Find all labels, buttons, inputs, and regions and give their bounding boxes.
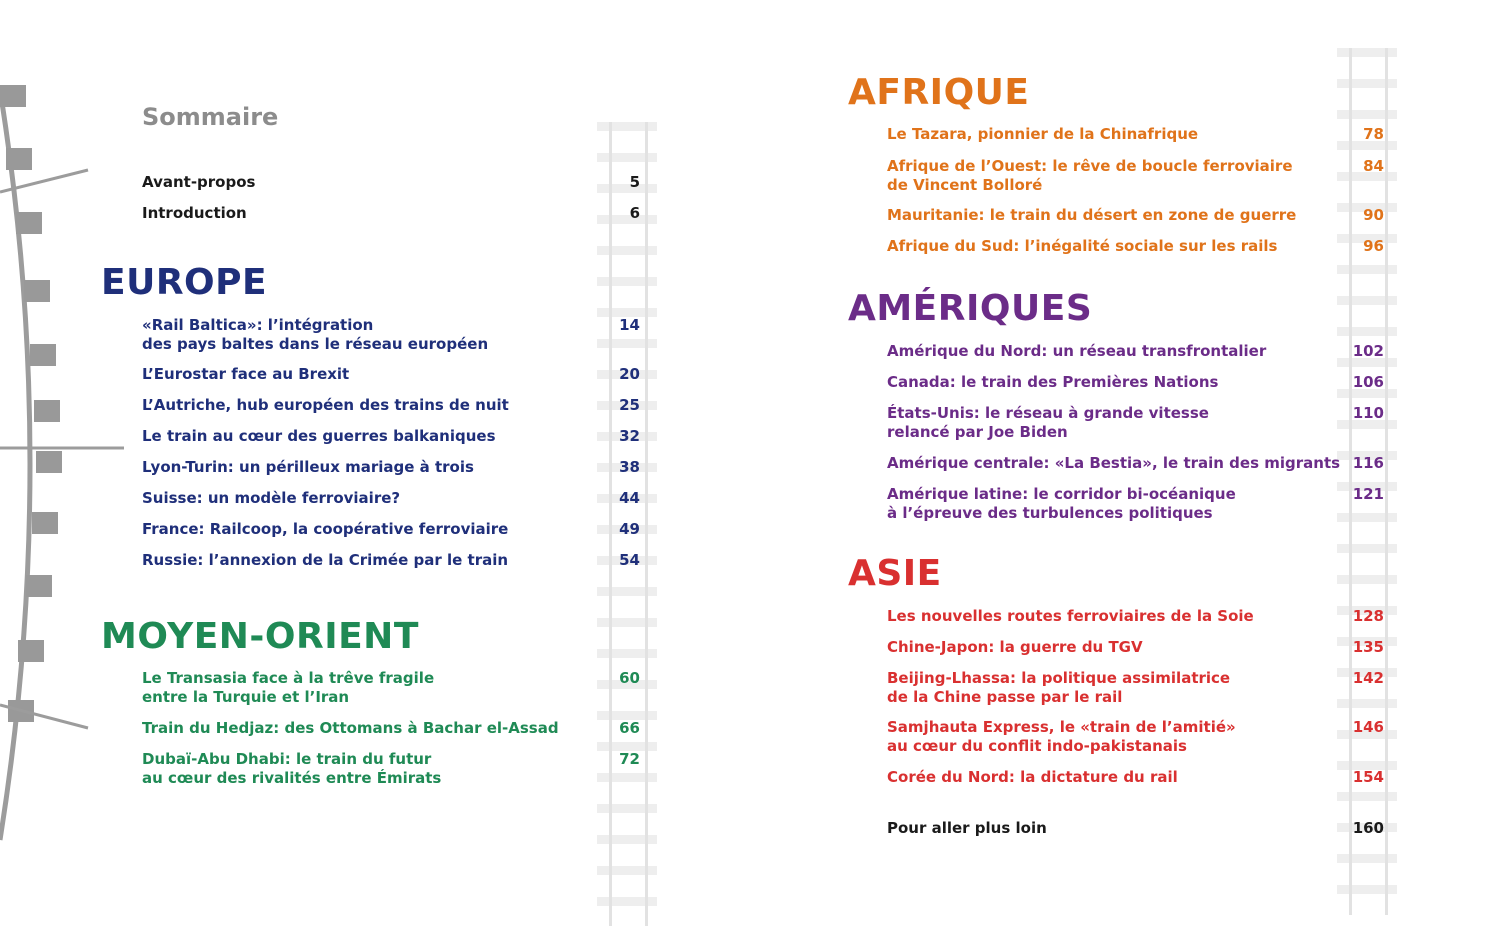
toc-entry[interactable]: [142, 489, 400, 508]
toc-entry-title-line: au cœur du conflit indo-pakistanais: [887, 737, 1187, 755]
toc-entry-title-line: Introduction: [142, 204, 247, 222]
toc-entry-title-line: Mauritanie: le train du désert en zone de guerre: [887, 206, 1297, 224]
toc-entry-title-line: Chine-Japon: la guerre du TGV: [887, 638, 1143, 656]
toc-entry[interactable]: [887, 669, 1230, 707]
toc-page-number: 6: [629, 204, 640, 222]
curved-track-sleeper: [24, 280, 50, 302]
toc-page-number: 90: [1363, 206, 1384, 224]
toc-entry-title-line: au cœur des rivalités entre Émirats: [142, 769, 442, 787]
toc-entry-title-line: Amérique latine: le corridor bi-océanique: [887, 485, 1236, 503]
toc-page-number: 54: [619, 551, 640, 569]
sommaire-title: Sommaire: [142, 103, 279, 131]
toc-entry[interactable]: [142, 551, 508, 570]
toc-page-number: 20: [619, 365, 640, 383]
curved-rail-outer: [0, 90, 30, 840]
curved-track-sleeper: [6, 148, 32, 170]
curved-track-sleeper: [36, 451, 62, 473]
toc-entry[interactable]: [142, 458, 474, 477]
toc-entry-title-line: Russie: l’annexion de la Crimée par le train: [142, 551, 509, 569]
toc-entry-title-line: Train du Hedjaz: des Ottomans à Bachar el-Assad: [142, 719, 559, 737]
curved-track-sleeper: [16, 212, 42, 234]
toc-entry[interactable]: [887, 607, 1254, 626]
toc-page-number: 14: [619, 316, 640, 334]
section-heading-ameriques: AMÉRIQUES: [848, 288, 1093, 329]
toc-entry-title-line: Corée du Nord: la dictature du rail: [887, 768, 1178, 786]
toc-entry-title-line: Le Tazara, pionnier de la Chinafrique: [887, 125, 1199, 143]
toc-page-number: 102: [1352, 342, 1384, 360]
section-heading-asie: ASIE: [848, 553, 942, 594]
toc-entry[interactable]: [142, 750, 441, 788]
toc-entry[interactable]: [142, 427, 496, 446]
section-heading-europe: EUROPE: [101, 262, 268, 303]
toc-entry-title-line: Lyon-Turin: un périlleux mariage à trois: [142, 458, 474, 476]
toc-entry[interactable]: [887, 342, 1266, 361]
toc-entry-title-line: Le train au cœur des guerres balkaniques: [142, 427, 496, 445]
toc-page-number: 146: [1352, 718, 1384, 736]
toc-page-number: 49: [619, 520, 640, 538]
toc-entry-title-line: «Rail Baltica»: l’intégration: [142, 316, 374, 334]
track-left-rail: [645, 122, 648, 926]
toc-entry[interactable]: [142, 204, 247, 223]
toc-entry[interactable]: [142, 520, 508, 539]
toc-entry[interactable]: [887, 373, 1218, 392]
toc-entry[interactable]: [142, 396, 509, 415]
curved-track-sleeper: [34, 400, 60, 422]
toc-entry-title-line: Amérique centrale: «La Bestia», le train des migrants: [887, 454, 1341, 472]
toc-entry-title-line: L’Eurostar face au Brexit: [142, 365, 350, 383]
toc-entry-title-line: Samjhauta Express, le «train de l’amitié»: [887, 718, 1236, 736]
toc-entry[interactable]: [887, 125, 1198, 144]
toc-entry-title-line: de Vincent Bolloré: [887, 176, 1043, 194]
toc-page-number: 154: [1352, 768, 1384, 786]
toc-page-number: 38: [619, 458, 640, 476]
toc-page-number: 32: [619, 427, 640, 445]
toc-entry-title-line: Afrique de l’Ouest: le rêve de boucle ferroviaire: [887, 157, 1293, 175]
toc-page-number: 60: [619, 669, 640, 687]
section-heading-afrique: AFRIQUE: [848, 72, 1030, 113]
curved-track-sleeper: [30, 344, 56, 366]
toc-entry-title-line: France: Railcoop, la coopérative ferroviaire: [142, 520, 509, 538]
toc-page-number: 78: [1363, 125, 1384, 143]
toc-entry[interactable]: [142, 669, 434, 707]
toc-page-number: 116: [1352, 454, 1384, 472]
curved-track-sleeper: [26, 575, 52, 597]
toc-page-number: 84: [1363, 157, 1384, 175]
toc-entry-title-line: de la Chine passe par le rail: [887, 688, 1123, 706]
toc-entry-title-line: Canada: le train des Premières Nations: [887, 373, 1219, 391]
toc-entry[interactable]: [887, 206, 1296, 225]
curved-track-sleeper: [0, 85, 26, 107]
toc-entry-title-line: des pays baltes dans le réseau européen: [142, 335, 489, 353]
toc-entry[interactable]: [887, 157, 1293, 195]
toc-page-number: 160: [1352, 819, 1384, 837]
toc-page-number: 25: [619, 396, 640, 414]
toc-page-number: 142: [1352, 669, 1384, 687]
toc-entry-title-line: relancé par Joe Biden: [887, 423, 1068, 441]
curved-track-sleeper: [18, 640, 44, 662]
toc-entry-title-line: Pour aller plus loin: [887, 819, 1047, 837]
toc-entry-title-line: Afrique du Sud: l’inégalité sociale sur les rails: [887, 237, 1278, 255]
toc-entry[interactable]: [887, 768, 1178, 787]
toc-entry[interactable]: [142, 316, 488, 354]
toc-entry[interactable]: [887, 454, 1340, 473]
toc-entry-title-line: Amérique du Nord: un réseau transfrontalier: [887, 342, 1267, 360]
toc-entry-title-line: Le Transasia face à la trêve fragile: [142, 669, 435, 687]
toc-entry[interactable]: [887, 404, 1209, 442]
toc-entry-title-line: à l’épreuve des turbulences politiques: [887, 504, 1213, 522]
toc-entry-title-line: Les nouvelles routes ferroviaires de la Soie: [887, 607, 1254, 625]
toc-entry[interactable]: [142, 365, 349, 384]
toc-page-number: 44: [619, 489, 640, 507]
toc-entry-title-line: Dubaï-Abu Dhabi: le train du futur: [142, 750, 432, 768]
toc-entry[interactable]: [142, 719, 559, 738]
toc-entry[interactable]: [887, 485, 1236, 523]
toc-page-number: 128: [1352, 607, 1384, 625]
toc-entry[interactable]: [887, 237, 1277, 256]
toc-page-number: 66: [619, 719, 640, 737]
toc-entry-title-line: Beijing-Lhassa: la politique assimilatrice: [887, 669, 1231, 687]
toc-page-number: 121: [1352, 485, 1384, 503]
track-right-rail: [1385, 48, 1388, 915]
toc-page-number: 110: [1352, 404, 1384, 422]
toc-entry-title-line: L’Autriche, hub européen des trains de nuit: [142, 396, 509, 414]
toc-page-number: 5: [629, 173, 640, 191]
toc-entry[interactable]: [887, 638, 1143, 657]
toc-page-number: 106: [1352, 373, 1384, 391]
toc-page-number: 96: [1363, 237, 1384, 255]
toc-entry-title-line: entre la Turquie et l’Iran: [142, 688, 350, 706]
toc-entry-title-line: Suisse: un modèle ferroviaire?: [142, 489, 401, 507]
toc-entry[interactable]: [142, 173, 255, 192]
toc-page-number: 135: [1352, 638, 1384, 656]
toc-entry-title-line: États-Unis: le réseau à grande vitesse: [887, 404, 1209, 422]
curved-track-sleeper: [32, 512, 58, 534]
section-heading-moyen-orient: MOYEN-ORIENT: [101, 616, 419, 657]
toc-entry-title-line: Avant-propos: [142, 173, 256, 191]
toc-entry[interactable]: [887, 718, 1236, 756]
toc-entry[interactable]: [887, 819, 1047, 838]
toc-page-number: 72: [619, 750, 640, 768]
